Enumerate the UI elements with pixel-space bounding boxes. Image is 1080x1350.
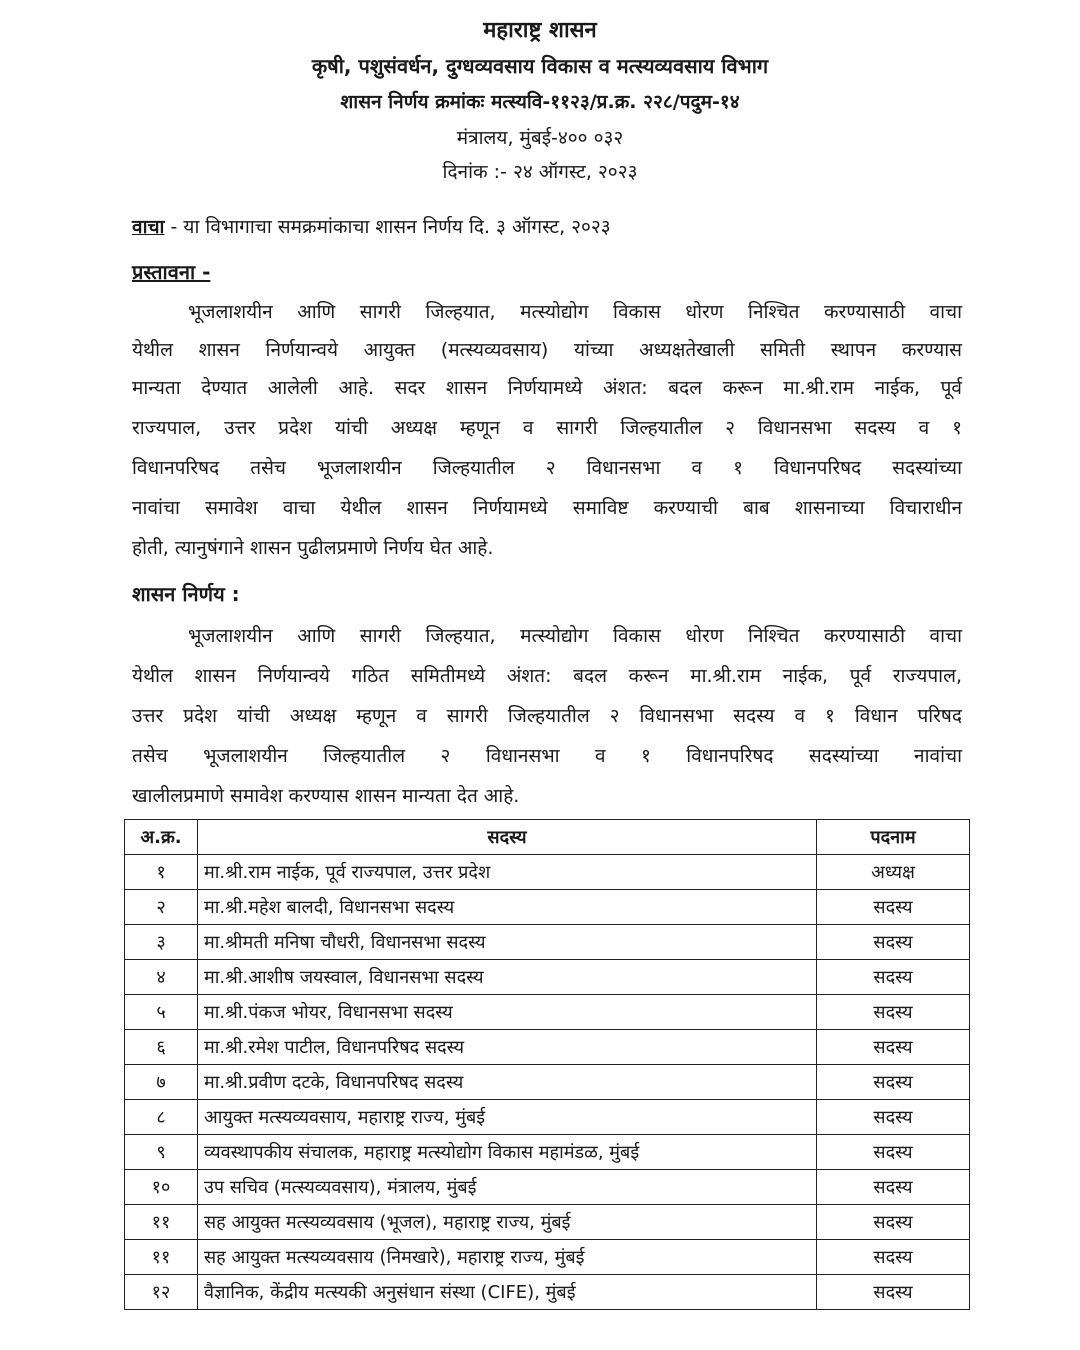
government-title: महाराष्ट्र शासन [483,18,597,43]
designation-cell: सदस्य [817,1275,970,1310]
preamble-heading: प्रस्तावना - [132,260,211,284]
preamble-line: येथील शासन निर्णयान्वये आयुक्त (मत्स्यव्यवसाय) यांच्या अध्यक्षतेखाली समिती स्थापन करण्यास [132,339,962,361]
member-cell: मा.श्री.आशीष जयस्वाल, विधानसभा सदस्य [198,960,817,995]
designation-cell: सदस्य [817,1135,970,1170]
resolution-line: भूजलाशयीन आणि सागरी जिल्हयात, मत्स्योद्योग विकास धोरण निश्चित करण्यासाठी वाचा [188,625,962,647]
serial-cell: ९ [125,1135,198,1170]
serial-cell: १२ [125,1275,198,1310]
serial-cell: ४ [125,960,198,995]
designation-cell: सदस्य [817,1065,970,1100]
serial-cell: ६ [125,1030,198,1065]
designation-cell: सदस्य [817,1205,970,1240]
resolution-heading: शासन निर्णय : [132,582,240,606]
table-row [125,855,970,890]
serial-cell: २ [125,890,198,925]
resolution-line: उत्तर प्रदेश यांची अध्यक्ष म्हणून व सागरी जिल्हयातील २ विधानसभा सदस्य व १ विधान परिषद [132,705,962,727]
member-cell: मा.श्री.रमेश पाटील, विधानपरिषद सदस्य [198,1030,817,1065]
table-row [125,1030,970,1065]
table-row [125,890,970,925]
table-row [125,960,970,995]
serial-cell: ३ [125,925,198,960]
department-name: कृषी, पशुसंवर्धन, दुग्धव्यवसाय विकास व मत्स्यव्यवसाय विभाग [311,54,769,78]
member-cell: मा.श्रीमती मनिषा चौधरी, विधानसभा सदस्य [198,925,817,960]
member-cell: उप सचिव (मत्स्यव्यवसाय), मंत्रालय, मुंबई [198,1170,817,1205]
preamble-line: होती, त्यानुषंगाने शासन पुढीलप्रमाणे निर्णय घेत आहे. [132,537,494,559]
designation-cell: सदस्य [817,995,970,1030]
member-cell: सह आयुक्त मत्स्यव्यवसाय (भूजल), महाराष्ट्र राज्य, मुंबई [198,1205,817,1240]
table-row [125,995,970,1030]
serial-cell: ५ [125,995,198,1030]
preamble-line: राज्यपाल, उत्तर प्रदेश यांची अध्यक्ष म्हणून व सागरी जिल्हयातील २ विधानसभा सदस्य व १ [132,417,962,439]
resolution-number: शासन निर्णय क्रमांकः मत्स्यवि-११२३/प्र.क्र. २२८/पदुम-१४ [340,91,740,113]
designation-cell: सदस्य [817,925,970,960]
serial-cell: ११ [125,1240,198,1275]
table-row [125,1170,970,1205]
member-cell: मा.श्री.प्रवीण दटके, विधानपरिषद सदस्य [198,1065,817,1100]
table-row [125,1275,970,1310]
serial-cell: ८ [125,1100,198,1135]
member-cell: सह आयुक्त मत्स्यव्यवसाय (निमखारे), महाराष्ट्र राज्य, मुंबई [198,1240,817,1275]
reference-line [132,213,962,239]
resolution-line: येथील शासन निर्णयान्वये गठित समितीमध्ये अंशत: बदल करून मा.श्री.राम नाईक, पूर्व राज्यपाल, [132,665,962,687]
header-designation: पदनाम [817,820,970,855]
preamble-line: नावांचा समावेश वाचा येथील शासन निर्णयामध्ये समाविष्ट करण्याची बाब शासनाच्या विचाराधीन [132,497,962,519]
designation-cell: सदस्य [817,890,970,925]
designation-cell: अध्यक्ष [817,855,970,890]
resolution-line: तसेच भूजलाशयीन जिल्हयातील २ विधानसभा व १ विधानपरिषद सदस्यांच्या नावांचा [132,745,962,767]
table-row [125,1100,970,1135]
member-cell: वैज्ञानिक, केंद्रीय मत्स्यकी अनुसंधान संस्था (CIFE), मुंबई [198,1275,817,1310]
member-cell: मा.श्री.राम नाईक, पूर्व राज्यपाल, उत्तर प्रदेश [198,855,817,890]
designation-cell: सदस्य [817,1170,970,1205]
preamble-line: मान्यता देण्यात आलेली आहे. सदर शासन निर्णयामध्ये अंशत: बदल करून मा.श्री.राम नाईक, पूर्व [132,377,962,399]
designation-cell: सदस्य [817,1240,970,1275]
preamble-line: विधानपरिषद तसेच भूजलाशयीन जिल्हयातील २ विधानसभा व १ विधानपरिषद सदस्यांच्या [132,457,962,479]
reference-label: वाचा [132,216,165,238]
table-row [125,1135,970,1170]
document-date: दिनांक :- २४ ऑगस्ट, २०२३ [442,161,638,183]
member-cell: आयुक्त मत्स्यव्यवसाय, महाराष्ट्र राज्य, मुंबई [198,1100,817,1135]
reference-text: - या विभागाचा समक्रमांकाचा शासन निर्णय दि. ३ ऑगस्ट, २०२३ [164,216,611,238]
table-row [125,925,970,960]
resolution-line: खालीलप्रमाणे समावेश करण्यास शासन मान्यता देत आहे. [132,785,520,807]
table-header-row [125,820,970,855]
members-table [124,819,970,1310]
designation-cell: सदस्य [817,1100,970,1135]
preamble-line: भूजलाशयीन आणि सागरी जिल्हयात, मत्स्योद्योग विकास धोरण निश्चित करण्यासाठी वाचा [188,301,962,323]
serial-cell: १० [125,1170,198,1205]
serial-cell: ७ [125,1065,198,1100]
member-cell: मा.श्री.पंकज भोयर, विधानसभा सदस्य [198,995,817,1030]
header-member: सदस्य [198,820,817,855]
table-row [125,1205,970,1240]
member-cell: मा.श्री.महेश बालदी, विधानसभा सदस्य [198,890,817,925]
header-serial: अ.क्र. [125,820,198,855]
serial-cell: १ [125,855,198,890]
office-address: मंत्रालय, मुंबई-४०० ०३२ [456,127,624,149]
designation-cell: सदस्य [817,1030,970,1065]
table-row [125,1240,970,1275]
designation-cell: सदस्य [817,960,970,995]
member-cell: व्यवस्थापकीय संचालक, महाराष्ट्र मत्स्योद्योग विकास महामंडळ, मुंबई [198,1135,817,1170]
table-row [125,1065,970,1100]
serial-cell: ११ [125,1205,198,1240]
